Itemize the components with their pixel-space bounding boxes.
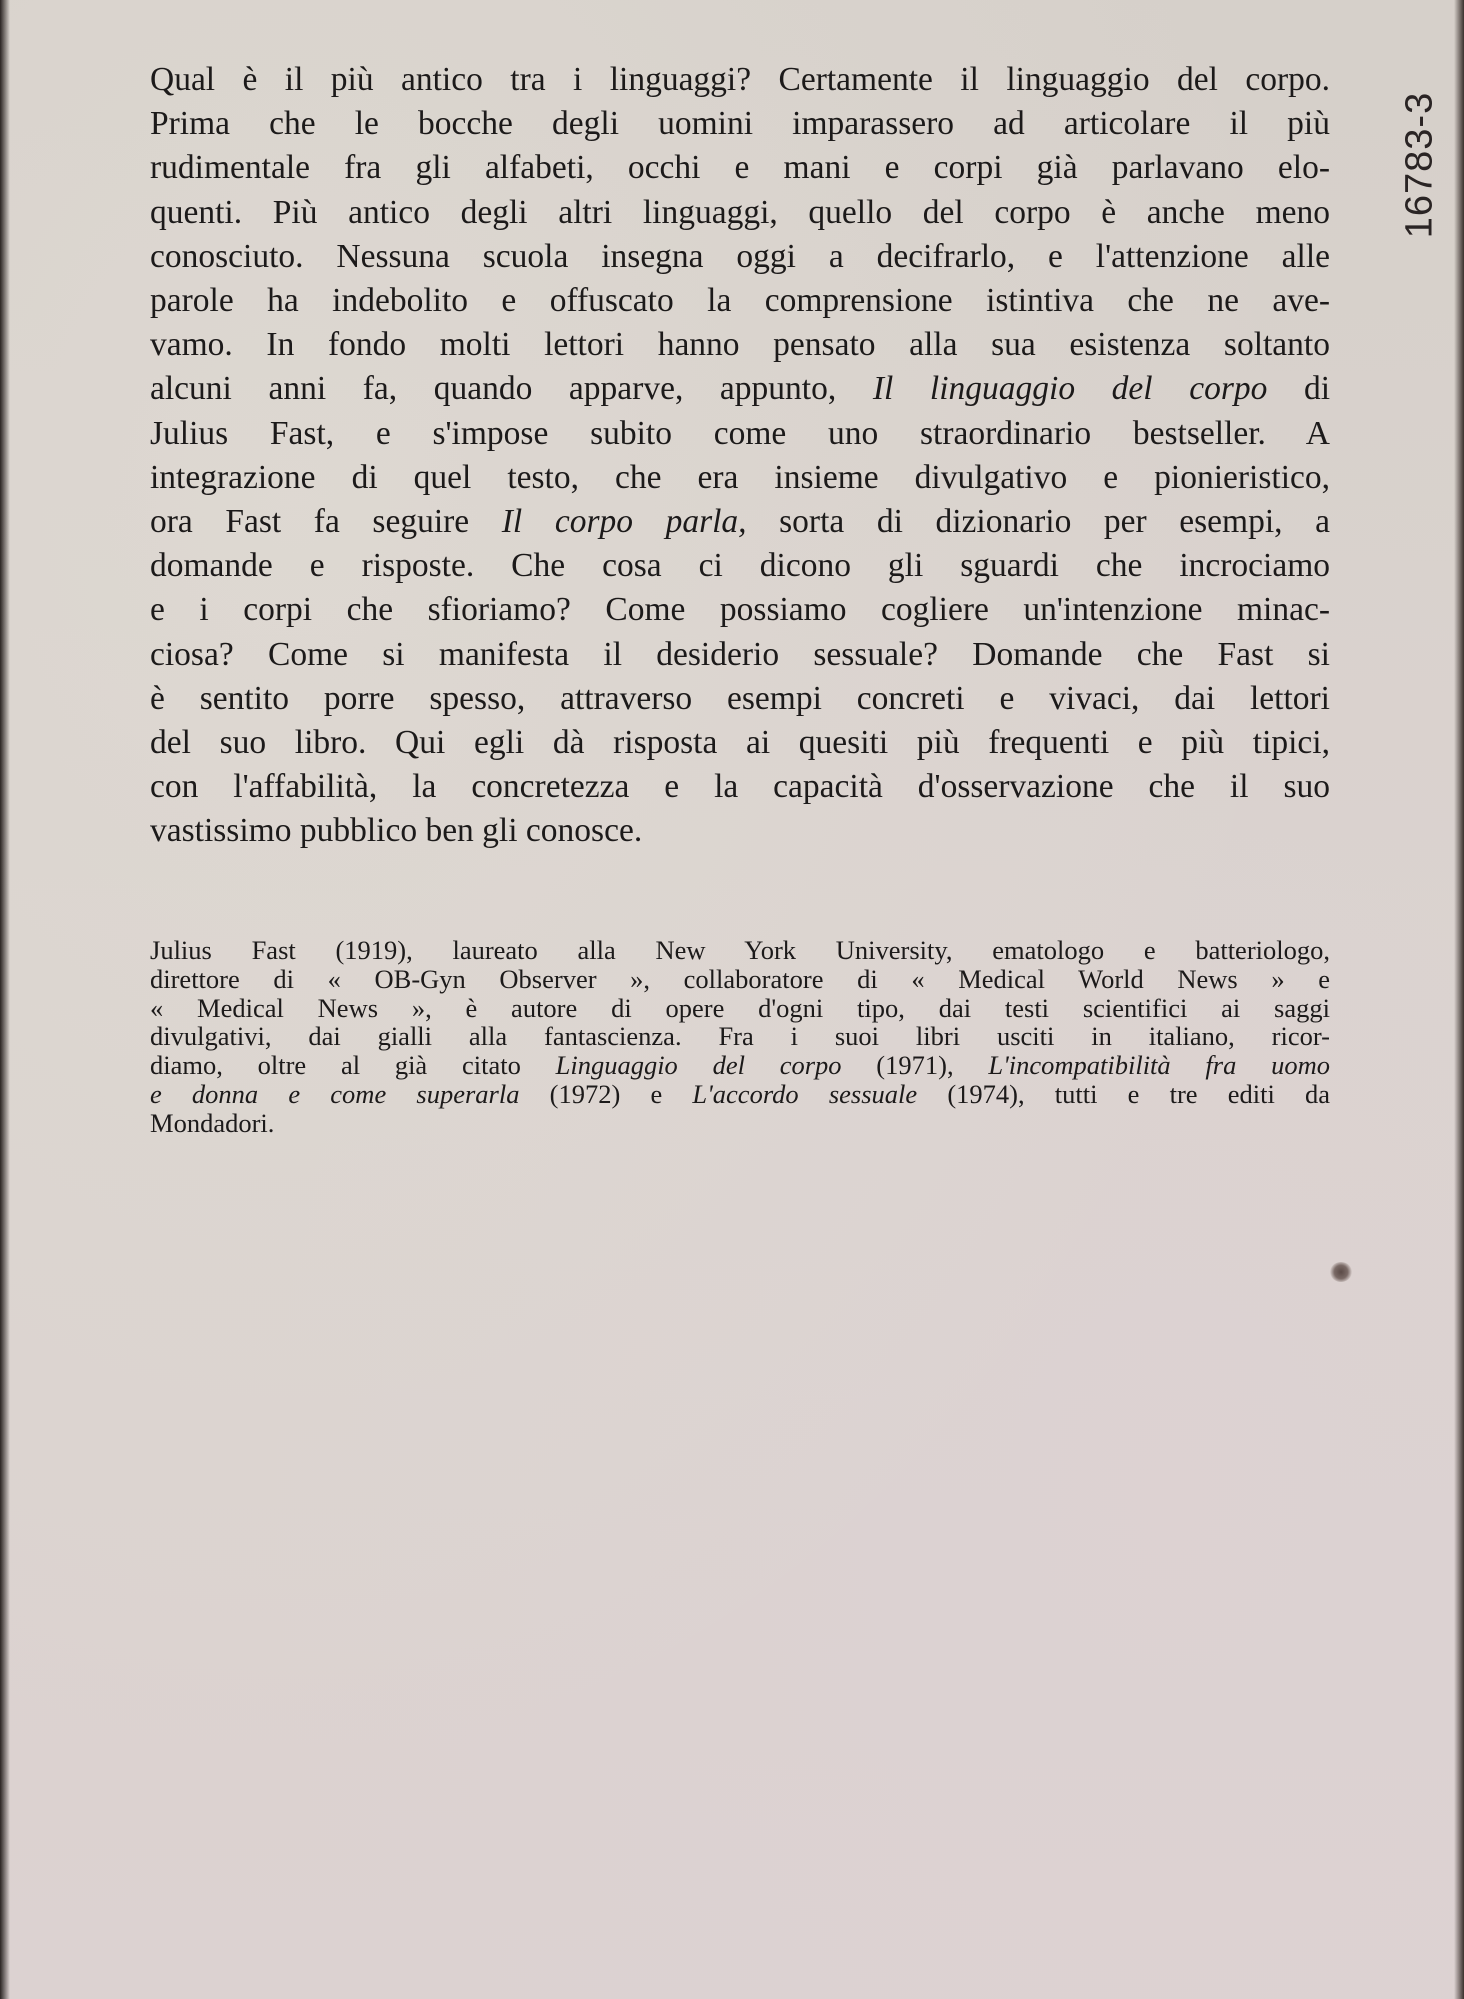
bio-text: (1971), bbox=[841, 1050, 989, 1081]
book-title-italic: L'accordo sessuale bbox=[692, 1078, 918, 1109]
catalog-number-text: 16783-3 bbox=[1398, 91, 1441, 239]
bio-line: divulgativi, dai gialli alla fantascienza. Fra i suoi libri usciti in italiano, ricor- bbox=[150, 1021, 1330, 1052]
book-title-italic: Linguaggio del corpo bbox=[555, 1050, 842, 1081]
blurb-text: sorta di dizionario per esempi, a bbox=[746, 503, 1331, 541]
blurb-line: quenti. Più antico degli altri linguaggi, quello del corpo è anche meno bbox=[150, 193, 1330, 231]
bio-text: diamo, oltre al già citato bbox=[150, 1050, 521, 1081]
author-bio bbox=[150, 936, 1330, 1138]
bio-line bbox=[150, 1051, 1330, 1080]
blurb-text: ora Fast fa seguire bbox=[150, 503, 470, 541]
right-edge-shadow bbox=[1454, 0, 1464, 1999]
book-title-italic: Il corpo parla, bbox=[501, 503, 747, 541]
bio-text: (1972) e bbox=[519, 1078, 693, 1109]
bio-text: (1974), tutti e tre editi da bbox=[917, 1078, 1330, 1109]
blurb-line: Julius Fast, e s'impose subito come uno straordinario bestseller. A bbox=[150, 414, 1330, 452]
blurb-line: Qual è il più antico tra i linguaggi? Certamente il linguaggio del corpo. bbox=[150, 61, 1330, 98]
blurb-text: di bbox=[1267, 370, 1331, 408]
blurb-line: conosciuto. Nessuna scuola insegna oggi a decifrarlo, e l'attenzione alle bbox=[150, 237, 1330, 275]
blurb-line: domande e risposte. Che cosa ci dicono gli sguardi che incrociamo bbox=[150, 547, 1330, 585]
blurb-line: integrazione di quel testo, che era insieme divulgativo e pionieristico, bbox=[150, 458, 1330, 496]
blurb-line: vastissimo pubblico ben gli conosce. bbox=[150, 812, 643, 850]
book-title-italic: L'incompatibilità fra uomo bbox=[988, 1050, 1331, 1081]
blurb-line bbox=[150, 367, 1330, 411]
book-blurb bbox=[150, 58, 1330, 854]
blurb-line: del suo libro. Qui egli dà risposta ai quesiti più frequenti e più tipici, bbox=[150, 724, 1330, 762]
blurb-line: ciosa? Come si manifesta il desiderio sessuale? Domande che Fast si bbox=[150, 635, 1330, 673]
blurb-line bbox=[150, 500, 1330, 544]
book-title-italic: e donna e come superarla bbox=[150, 1078, 520, 1109]
blurb-line: e i corpi che sfioriamo? Come possiamo cogliere un'intenzione minac- bbox=[150, 591, 1330, 629]
book-title-italic: Il linguaggio del corpo bbox=[872, 370, 1268, 408]
catalog-number bbox=[1390, 80, 1450, 250]
blurb-line: vamo. In fondo molti lettori hanno pensato alla sua esistenza soltanto bbox=[150, 326, 1330, 364]
bio-line: direttore di « OB-Gyn Observer », collaboratore di « Medical World News » e bbox=[150, 963, 1330, 994]
left-edge-shadow bbox=[0, 0, 10, 1999]
blurb-line: Prima che le bocche degli uomini imparassero ad articolare il più bbox=[150, 105, 1330, 143]
bio-line: « Medical News », è autore di opere d'ogni tipo, dai testi scientifici ai saggi bbox=[150, 992, 1330, 1023]
blurb-line: rudimentale fra gli alfabeti, occhi e mani e corpi già parlavano elo- bbox=[150, 149, 1330, 187]
bio-line bbox=[150, 1080, 1330, 1109]
paper-stain bbox=[1330, 1262, 1352, 1282]
blurb-text: alcuni anni fa, quando apparve, appunto, bbox=[150, 370, 837, 408]
blurb-line: è sentito porre spesso, attraverso esempi concreti e vivaci, dai lettori bbox=[150, 679, 1330, 717]
bio-line: Julius Fast (1919), laureato alla New York University, ematologo e batteriologo, bbox=[150, 935, 1330, 965]
bio-line: Mondadori. bbox=[150, 1107, 275, 1138]
blurb-line: con l'affabilità, la concretezza e la capacità d'osservazione che il suo bbox=[150, 768, 1330, 806]
blurb-line: parole ha indebolito e offuscato la comprensione istintiva che ne ave- bbox=[150, 282, 1330, 320]
